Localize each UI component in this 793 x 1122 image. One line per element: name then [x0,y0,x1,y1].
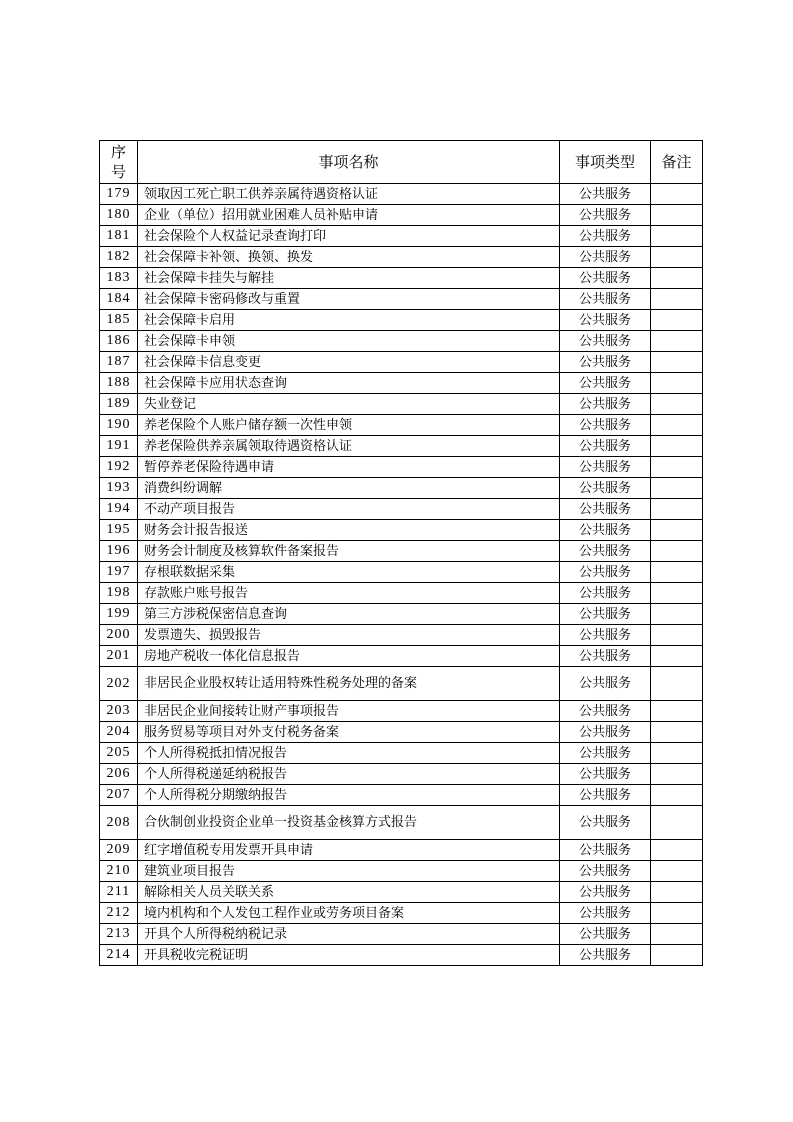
row-item-name: 社会保险个人权益记录查询打印 [138,226,560,247]
row-item-type: 公共服务 [560,840,651,861]
row-item-name: 非居民企业间接转让财产事项报告 [138,701,560,722]
table-row [100,861,703,882]
row-number: 202 [100,667,138,701]
row-item-type: 公共服务 [560,520,651,541]
table-row [100,268,703,289]
row-number: 195 [100,520,138,541]
row-item-type: 公共服务 [560,478,651,499]
row-item-type: 公共服务 [560,743,651,764]
row-item-name: 财务会计制度及核算软件备案报告 [138,541,560,562]
header-seq-line1: 序 [110,143,126,161]
row-item-type: 公共服务 [560,604,651,625]
row-item-name: 社会保障卡启用 [138,310,560,331]
row-number: 197 [100,562,138,583]
header-note: 备注 [651,141,703,184]
row-item-type: 公共服务 [560,562,651,583]
row-number: 198 [100,583,138,604]
header-seq-line2: 号 [110,163,126,181]
row-item-type: 公共服务 [560,289,651,310]
row-number: 211 [100,882,138,903]
row-number: 187 [100,352,138,373]
row-item-type: 公共服务 [560,882,651,903]
table-row [100,743,703,764]
row-item-type: 公共服务 [560,764,651,785]
row-number: 207 [100,785,138,806]
row-note [651,499,703,520]
row-item-type: 公共服务 [560,226,651,247]
table-row [100,541,703,562]
table-row [100,924,703,945]
row-number: 179 [100,184,138,205]
row-number: 201 [100,646,138,667]
row-number: 185 [100,310,138,331]
row-note [651,646,703,667]
row-item-name: 境内机构和个人发包工程作业或劳务项目备案 [138,903,560,924]
row-item-type: 公共服务 [560,436,651,457]
row-number: 203 [100,701,138,722]
row-item-type: 公共服务 [560,701,651,722]
row-item-type: 公共服务 [560,247,651,268]
row-number: 184 [100,289,138,310]
table-row [100,764,703,785]
header-seq [100,141,138,184]
row-note [651,352,703,373]
row-item-type: 公共服务 [560,394,651,415]
row-note [651,882,703,903]
row-number: 190 [100,415,138,436]
row-item-type: 公共服务 [560,722,651,743]
row-item-name: 养老保险个人账户储存额一次性申领 [138,415,560,436]
table-row [100,289,703,310]
table-row [100,646,703,667]
row-note [651,903,703,924]
row-item-name: 不动产项目报告 [138,499,560,520]
table-row [100,583,703,604]
row-item-name: 社会保障卡密码修改与重置 [138,289,560,310]
row-note [651,205,703,226]
header-name: 事项名称 [138,141,560,184]
row-item-type: 公共服务 [560,861,651,882]
row-number: 199 [100,604,138,625]
table-row [100,436,703,457]
row-item-name: 企业（单位）招用就业困难人员补贴申请 [138,205,560,226]
row-note [651,226,703,247]
table-row [100,457,703,478]
row-item-name: 存款账户账号报告 [138,583,560,604]
row-item-type: 公共服务 [560,415,651,436]
row-item-name: 第三方涉税保密信息查询 [138,604,560,625]
row-item-name: 社会保障卡挂失与解挂 [138,268,560,289]
row-number: 191 [100,436,138,457]
row-note [651,331,703,352]
row-number: 214 [100,945,138,966]
row-item-name: 建筑业项目报告 [138,861,560,882]
table-row [100,520,703,541]
row-item-type: 公共服务 [560,184,651,205]
row-number: 206 [100,764,138,785]
row-note [651,247,703,268]
row-item-name: 社会保障卡补领、换领、换发 [138,247,560,268]
row-item-type: 公共服务 [560,310,651,331]
row-item-type: 公共服务 [560,373,651,394]
table-row [100,394,703,415]
table-row [100,373,703,394]
row-number: 182 [100,247,138,268]
table-row [100,840,703,861]
row-item-type: 公共服务 [560,903,651,924]
row-item-type: 公共服务 [560,352,651,373]
row-item-name: 开具个人所得税纳税记录 [138,924,560,945]
row-item-name: 个人所得税分期缴纳报告 [138,785,560,806]
row-note [651,945,703,966]
row-number: 200 [100,625,138,646]
row-number: 210 [100,861,138,882]
row-item-type: 公共服务 [560,625,651,646]
row-note [651,541,703,562]
row-number: 212 [100,903,138,924]
table-row [100,226,703,247]
row-note [651,436,703,457]
row-note [651,478,703,499]
row-note [651,806,703,840]
row-item-name: 解除相关人员关联关系 [138,882,560,903]
row-item-type: 公共服务 [560,646,651,667]
row-item-type: 公共服务 [560,205,651,226]
row-item-type: 公共服务 [560,331,651,352]
table-row [100,205,703,226]
row-item-type: 公共服务 [560,541,651,562]
table-row [100,499,703,520]
row-item-name: 个人所得税抵扣情况报告 [138,743,560,764]
row-item-name: 红字增值税专用发票开具申请 [138,840,560,861]
row-number: 189 [100,394,138,415]
row-item-type: 公共服务 [560,785,651,806]
table-row [100,478,703,499]
table-body [100,184,703,966]
row-item-name: 消费纠纷调解 [138,478,560,499]
row-number: 196 [100,541,138,562]
table-row [100,562,703,583]
row-item-name: 领取因工死亡职工供养亲属待遇资格认证 [138,184,560,205]
row-number: 180 [100,205,138,226]
row-number: 183 [100,268,138,289]
row-number: 213 [100,924,138,945]
row-number: 209 [100,840,138,861]
table-row [100,882,703,903]
row-item-name: 非居民企业股权转让适用特殊性税务处理的备案 [138,667,560,701]
table-row [100,625,703,646]
table-row [100,722,703,743]
row-note [651,604,703,625]
row-item-name: 合伙制创业投资企业单一投资基金核算方式报告 [138,806,560,840]
row-note [651,764,703,785]
row-note [651,722,703,743]
row-number: 208 [100,806,138,840]
row-number: 194 [100,499,138,520]
table-row [100,667,703,701]
table-row [100,415,703,436]
row-note [651,924,703,945]
row-item-name: 社会保障卡应用状态查询 [138,373,560,394]
table-row [100,310,703,331]
row-note [651,373,703,394]
row-item-name: 个人所得税递延纳税报告 [138,764,560,785]
row-item-name: 存根联数据采集 [138,562,560,583]
row-number: 186 [100,331,138,352]
row-note [651,394,703,415]
items-table [99,140,703,966]
row-note [651,268,703,289]
row-item-type: 公共服务 [560,457,651,478]
row-note [651,415,703,436]
row-note [651,861,703,882]
row-number: 205 [100,743,138,764]
row-note [651,743,703,764]
row-item-name: 发票遗失、损毁报告 [138,625,560,646]
row-note [651,562,703,583]
row-item-name: 失业登记 [138,394,560,415]
row-number: 192 [100,457,138,478]
row-item-name: 暂停养老保险待遇申请 [138,457,560,478]
row-item-name: 财务会计报告报送 [138,520,560,541]
row-note [651,583,703,604]
table-row [100,945,703,966]
row-note [651,840,703,861]
row-item-name: 房地产税收一体化信息报告 [138,646,560,667]
row-item-type: 公共服务 [560,499,651,520]
row-item-type: 公共服务 [560,924,651,945]
row-item-type: 公共服务 [560,806,651,840]
row-note [651,520,703,541]
row-number: 193 [100,478,138,499]
row-item-type: 公共服务 [560,583,651,604]
row-note [651,184,703,205]
row-number: 204 [100,722,138,743]
row-item-name: 社会保障卡申领 [138,331,560,352]
row-note [651,310,703,331]
row-item-name: 开具税收完税证明 [138,945,560,966]
row-item-type: 公共服务 [560,268,651,289]
row-note [651,701,703,722]
table-row [100,701,703,722]
row-note [651,457,703,478]
row-note [651,289,703,310]
row-number: 181 [100,226,138,247]
table-row [100,785,703,806]
row-item-name: 社会保障卡信息变更 [138,352,560,373]
row-number: 188 [100,373,138,394]
row-item-type: 公共服务 [560,945,651,966]
row-item-name: 养老保险供养亲属领取待遇资格认证 [138,436,560,457]
row-note [651,667,703,701]
table-row [100,352,703,373]
header-row [100,141,703,184]
table-row [100,184,703,205]
table-row [100,331,703,352]
table-row [100,806,703,840]
table-row [100,247,703,268]
row-item-name: 服务贸易等项目对外支付税务备案 [138,722,560,743]
row-item-type: 公共服务 [560,667,651,701]
table-row [100,903,703,924]
table-row [100,604,703,625]
row-note [651,785,703,806]
row-note [651,625,703,646]
header-type: 事项类型 [560,141,651,184]
